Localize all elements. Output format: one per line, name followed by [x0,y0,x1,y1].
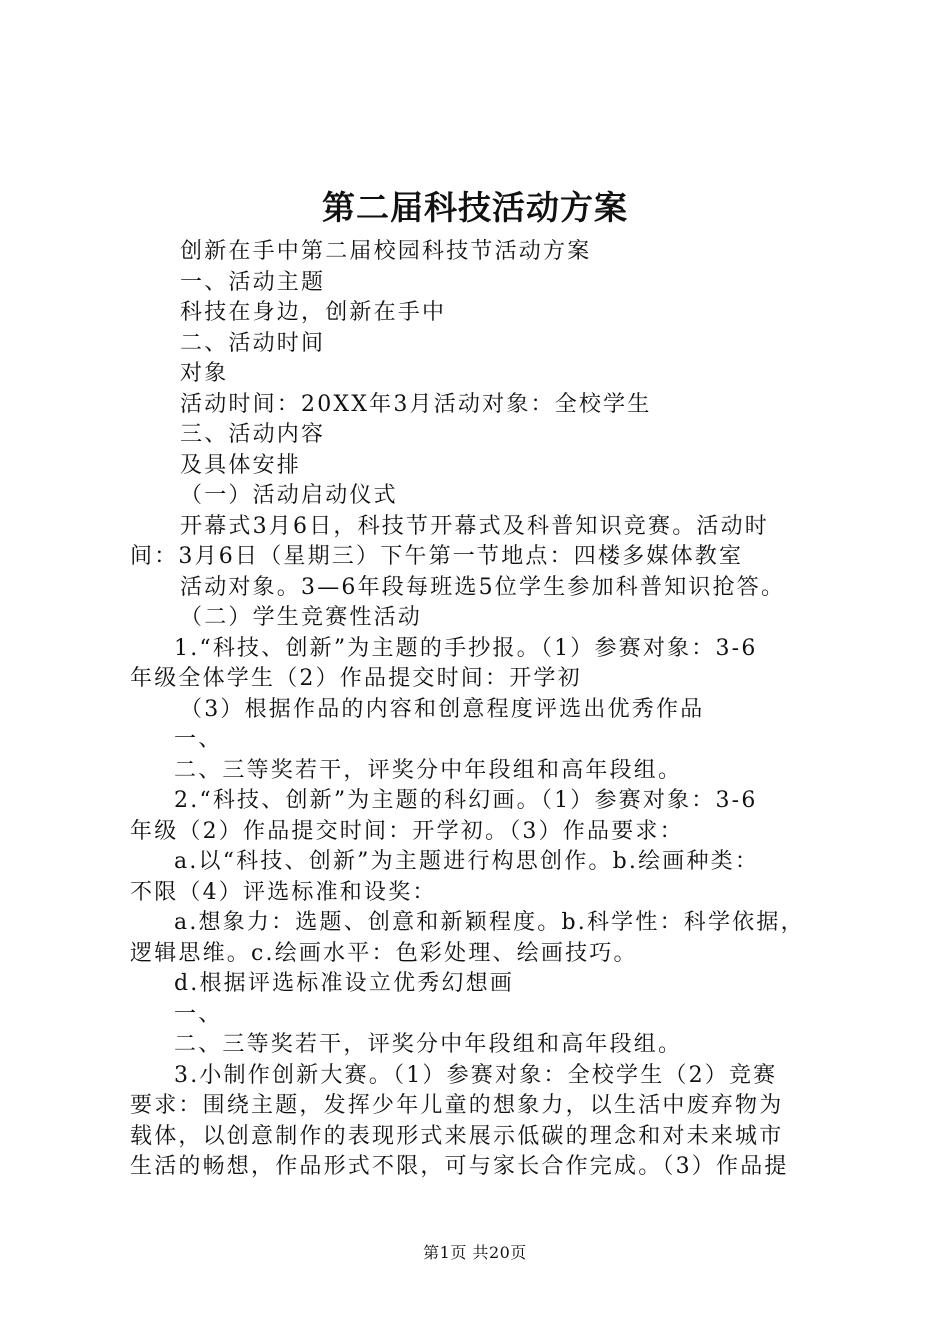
text-line: a.想象力：选题、创意和新颖程度。b.科学性：科学依据， [174,910,805,935]
text-line: 载体，以创意制作的表现形式来展示低碳的理念和对未来城市 [130,1123,784,1149]
text-line: 1.“科技、创新”为主题的手抄报。（1）参赛对象：3-6 [174,635,758,661]
text-line: 3.小制作创新大赛。（1）参赛对象：全校学生（2）竞赛 [174,1062,778,1088]
text-line: 科技在身边，创新在手中 [180,300,447,325]
text-line: a.以“科技、创新”为主题进行构思创作。b.绘画种类： [174,849,760,874]
text-line: 一、 [174,1001,223,1027]
text-line: 及具体安排 [180,452,302,478]
text-line: 开幕式3月6日，科技节开幕式及科普知识竞赛。活动时 [180,513,769,539]
text-line: d.根据评选标准设立优秀幻想画 [174,971,515,996]
text-line: 要求：围绕主题，发挥少年儿童的想象力，以生活中废弃物为 [130,1093,784,1118]
text-line: 创新在手中第二届校园科技节活动方案 [180,239,592,264]
text-line: 二、活动时间 [180,330,326,356]
text-line: 生活的畅想，作品形式不限，可与家长合作完成。（3）作品提 [130,1154,789,1179]
page-footer: 第1页 共20页 [423,1243,527,1262]
text-line: （二）学生竞赛性活动 [180,605,423,630]
text-line: 二、三等奖若干，评奖分中年段组和高年段组。 [174,1032,683,1057]
text-line: 年级全体学生（2）作品提交时间：开学初 [130,666,582,691]
text-line: 逻辑思维。c.绘画水平：色彩处理、绘画技巧。 [130,940,638,966]
text-line: 对象 [180,361,229,386]
text-line: 活动对象。3—6年段每班选5位学生参加科普知识抢答。 [180,574,786,600]
text-line: 二、三等奖若干，评奖分中年段组和高年段组。 [174,757,683,783]
text-line: 三、活动内容 [180,422,326,447]
text-line: 一、活动主题 [180,269,326,295]
text-line: 活动时间：20XX年3月活动对象：全校学生 [180,391,652,417]
text-line: 年级（2）作品提交时间：开学初。（3）作品要求： [130,818,684,844]
text-line: 间：3月6日（星期三）下午第一节地点：四楼多媒体教室 [130,544,744,569]
document-title: 第二届科技活动方案 [322,188,628,227]
text-line: 一、 [174,727,223,752]
text-line: 2.“科技、创新”为主题的科幻画。（1）参赛对象：3-6 [174,788,758,813]
document-body [130,237,840,1183]
text-line: （一）活动启动仪式 [180,483,398,508]
text-line: 不限（4）评选标准和设奖： [130,879,437,905]
text-line: （3）根据作品的内容和创意程度评选出优秀作品 [180,696,705,722]
